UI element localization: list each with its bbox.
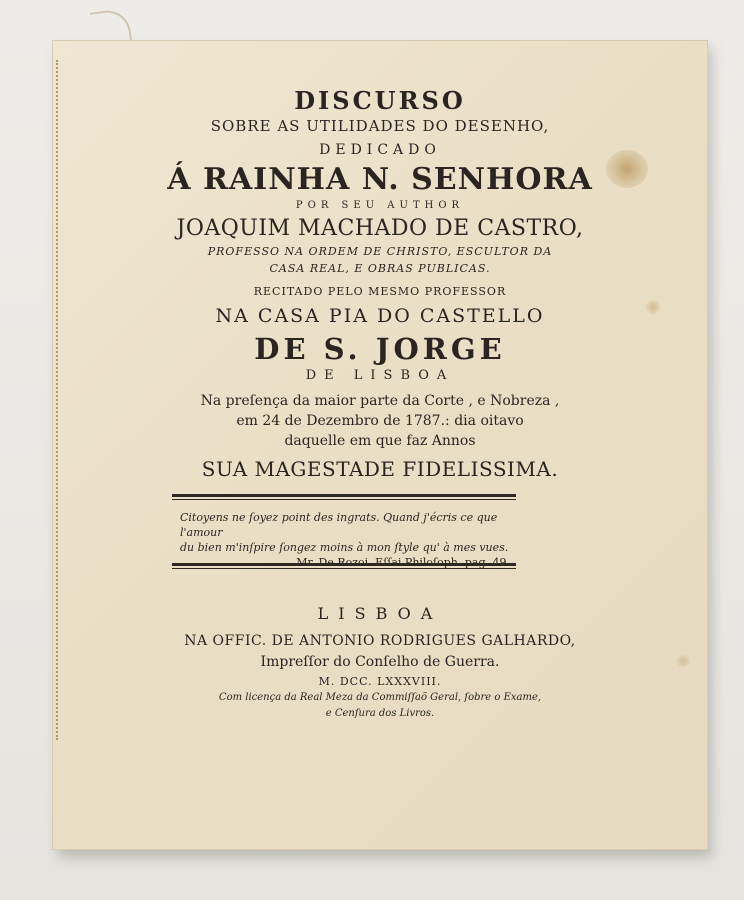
dedicatee-heading: Á RAINHA N. SENHORA — [167, 162, 593, 197]
imprint-city: LISBOA — [317, 604, 443, 623]
dedicado-line: DEDICADO — [319, 142, 441, 158]
epigraph-source: Mr. De Rozoi. Eſſai Philoſoph. pag. 49. — [296, 556, 510, 569]
city-line: DE LISBOA — [305, 368, 455, 383]
epigraph — [180, 510, 510, 570]
occasion-line-1: Na preſença da maior parte da Corte , e Nobreza , — [200, 393, 560, 409]
occasion-line-2: em 24 de Dezembro de 1787.: dia oitavo — [236, 413, 524, 429]
author-intro: POR SEU AUTHOR — [295, 200, 465, 211]
venue-line: NA CASA PIA DO CASTELLO — [215, 305, 545, 327]
venue-heading: DE S. JORGE — [254, 332, 506, 366]
author-title-2: CASA REAL, E OBRAS PUBLICAS. — [269, 262, 491, 275]
occasion-line-3: daquelle em que faz Annos — [284, 433, 476, 449]
majesty-line: SUA MAGESTADE FIDELISSIMA. — [201, 457, 559, 481]
epigraph-line-1: Citoyens ne ſoyez point des ingrats. Quand j'écris ce que l'amour — [180, 511, 498, 539]
imprint-printer: NA OFFIC. DE ANTONIO RODRIGUES GALHARDO, — [184, 633, 576, 649]
divider-bottom — [172, 563, 516, 569]
epigraph-line-2: du bien m'inſpire ſongez moins à mon ſtyle qu' à mes vues. — [180, 541, 509, 554]
title-discurso: DISCURSO — [294, 86, 466, 115]
imprint-license-1: Com licença da Real Meza da Commiſſaõ Geral, ſobre o Exame, — [218, 692, 542, 703]
author-title-1: PROFESSO NA ORDEM DE CHRISTO, ESCULTOR DA — [207, 245, 553, 258]
imprint-printer-title: Impreſſor do Conſelho de Guerra. — [260, 654, 500, 670]
divider-top — [172, 494, 516, 500]
imprint-date: M. DCC. LXXXVIII. — [318, 675, 442, 688]
recited-line: RECITADO PELO MESMO PROFESSOR — [253, 285, 507, 298]
imprint-license-2: e Cenſura dos Livros. — [325, 708, 435, 719]
author-name: JOAQUIM MACHADO DE CASTRO, — [176, 216, 584, 241]
subtitle-line: SOBRE AS UTILIDADES DO DESENHO, — [210, 117, 550, 135]
